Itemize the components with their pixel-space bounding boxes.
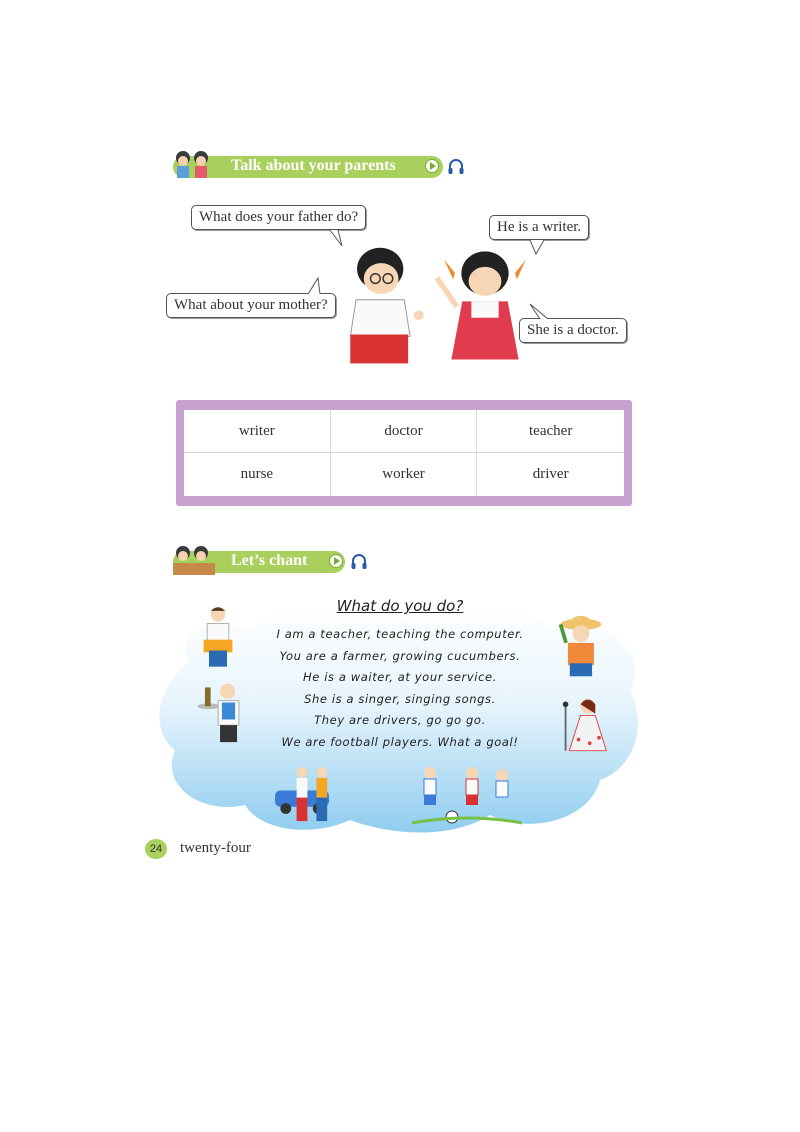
vocabulary-word: writer <box>184 410 331 453</box>
section-title: Talk about your parents <box>231 157 396 174</box>
speech-bubble-answer-doctor: She is a doctor. <box>519 318 627 343</box>
vocabulary-word: worker <box>331 453 478 496</box>
speech-bubble-question-mother: What about your mother? <box>166 293 336 318</box>
drivers-illustration <box>275 762 347 828</box>
vocabulary-table <box>176 400 632 506</box>
play-icon[interactable] <box>329 554 343 568</box>
chant-line: They are drivers, go go go. <box>314 713 486 727</box>
chant-line: He is a waiter, at your service. <box>303 670 497 684</box>
chant-line: She is a singer, singing songs. <box>304 691 496 706</box>
vocabulary-grid <box>184 410 624 496</box>
section-banner-chant <box>173 551 345 573</box>
speech-bubble-question-father: What does your father do? <box>191 205 366 230</box>
football-players-illustration <box>412 765 522 825</box>
girl-illustration <box>435 240 535 370</box>
boy-illustration <box>335 240 435 375</box>
chant-line: I am a teacher, teaching the computer. <box>276 627 524 641</box>
teacher-illustration <box>200 603 236 671</box>
children-icon <box>169 543 219 577</box>
waiter-illustration <box>197 678 245 744</box>
play-icon[interactable] <box>425 159 439 173</box>
vocabulary-word: doctor <box>331 410 478 453</box>
speech-bubble-answer-writer: He is a writer. <box>489 215 589 240</box>
headphone-icon[interactable] <box>447 158 465 176</box>
vocabulary-word: nurse <box>184 453 331 496</box>
chant-line: You are a farmer, growing cucumbers. <box>279 648 521 663</box>
vocabulary-word: driver <box>532 466 569 482</box>
page-number-badge: 24 <box>145 839 167 859</box>
vocabulary-word: teacher <box>477 410 624 453</box>
chant-title: What do you do? <box>336 597 464 615</box>
children-icon <box>169 148 219 182</box>
section-banner-talk <box>173 156 443 178</box>
chant-lines <box>250 624 550 753</box>
page-number-words: twenty-four <box>180 840 251 856</box>
section-title: Let’s chant <box>231 552 308 569</box>
headphone-icon[interactable] <box>350 553 368 571</box>
farmer-illustration <box>555 615 605 680</box>
singer-illustration <box>556 695 616 760</box>
chant-line: We are football players. What a goal! <box>281 734 519 749</box>
